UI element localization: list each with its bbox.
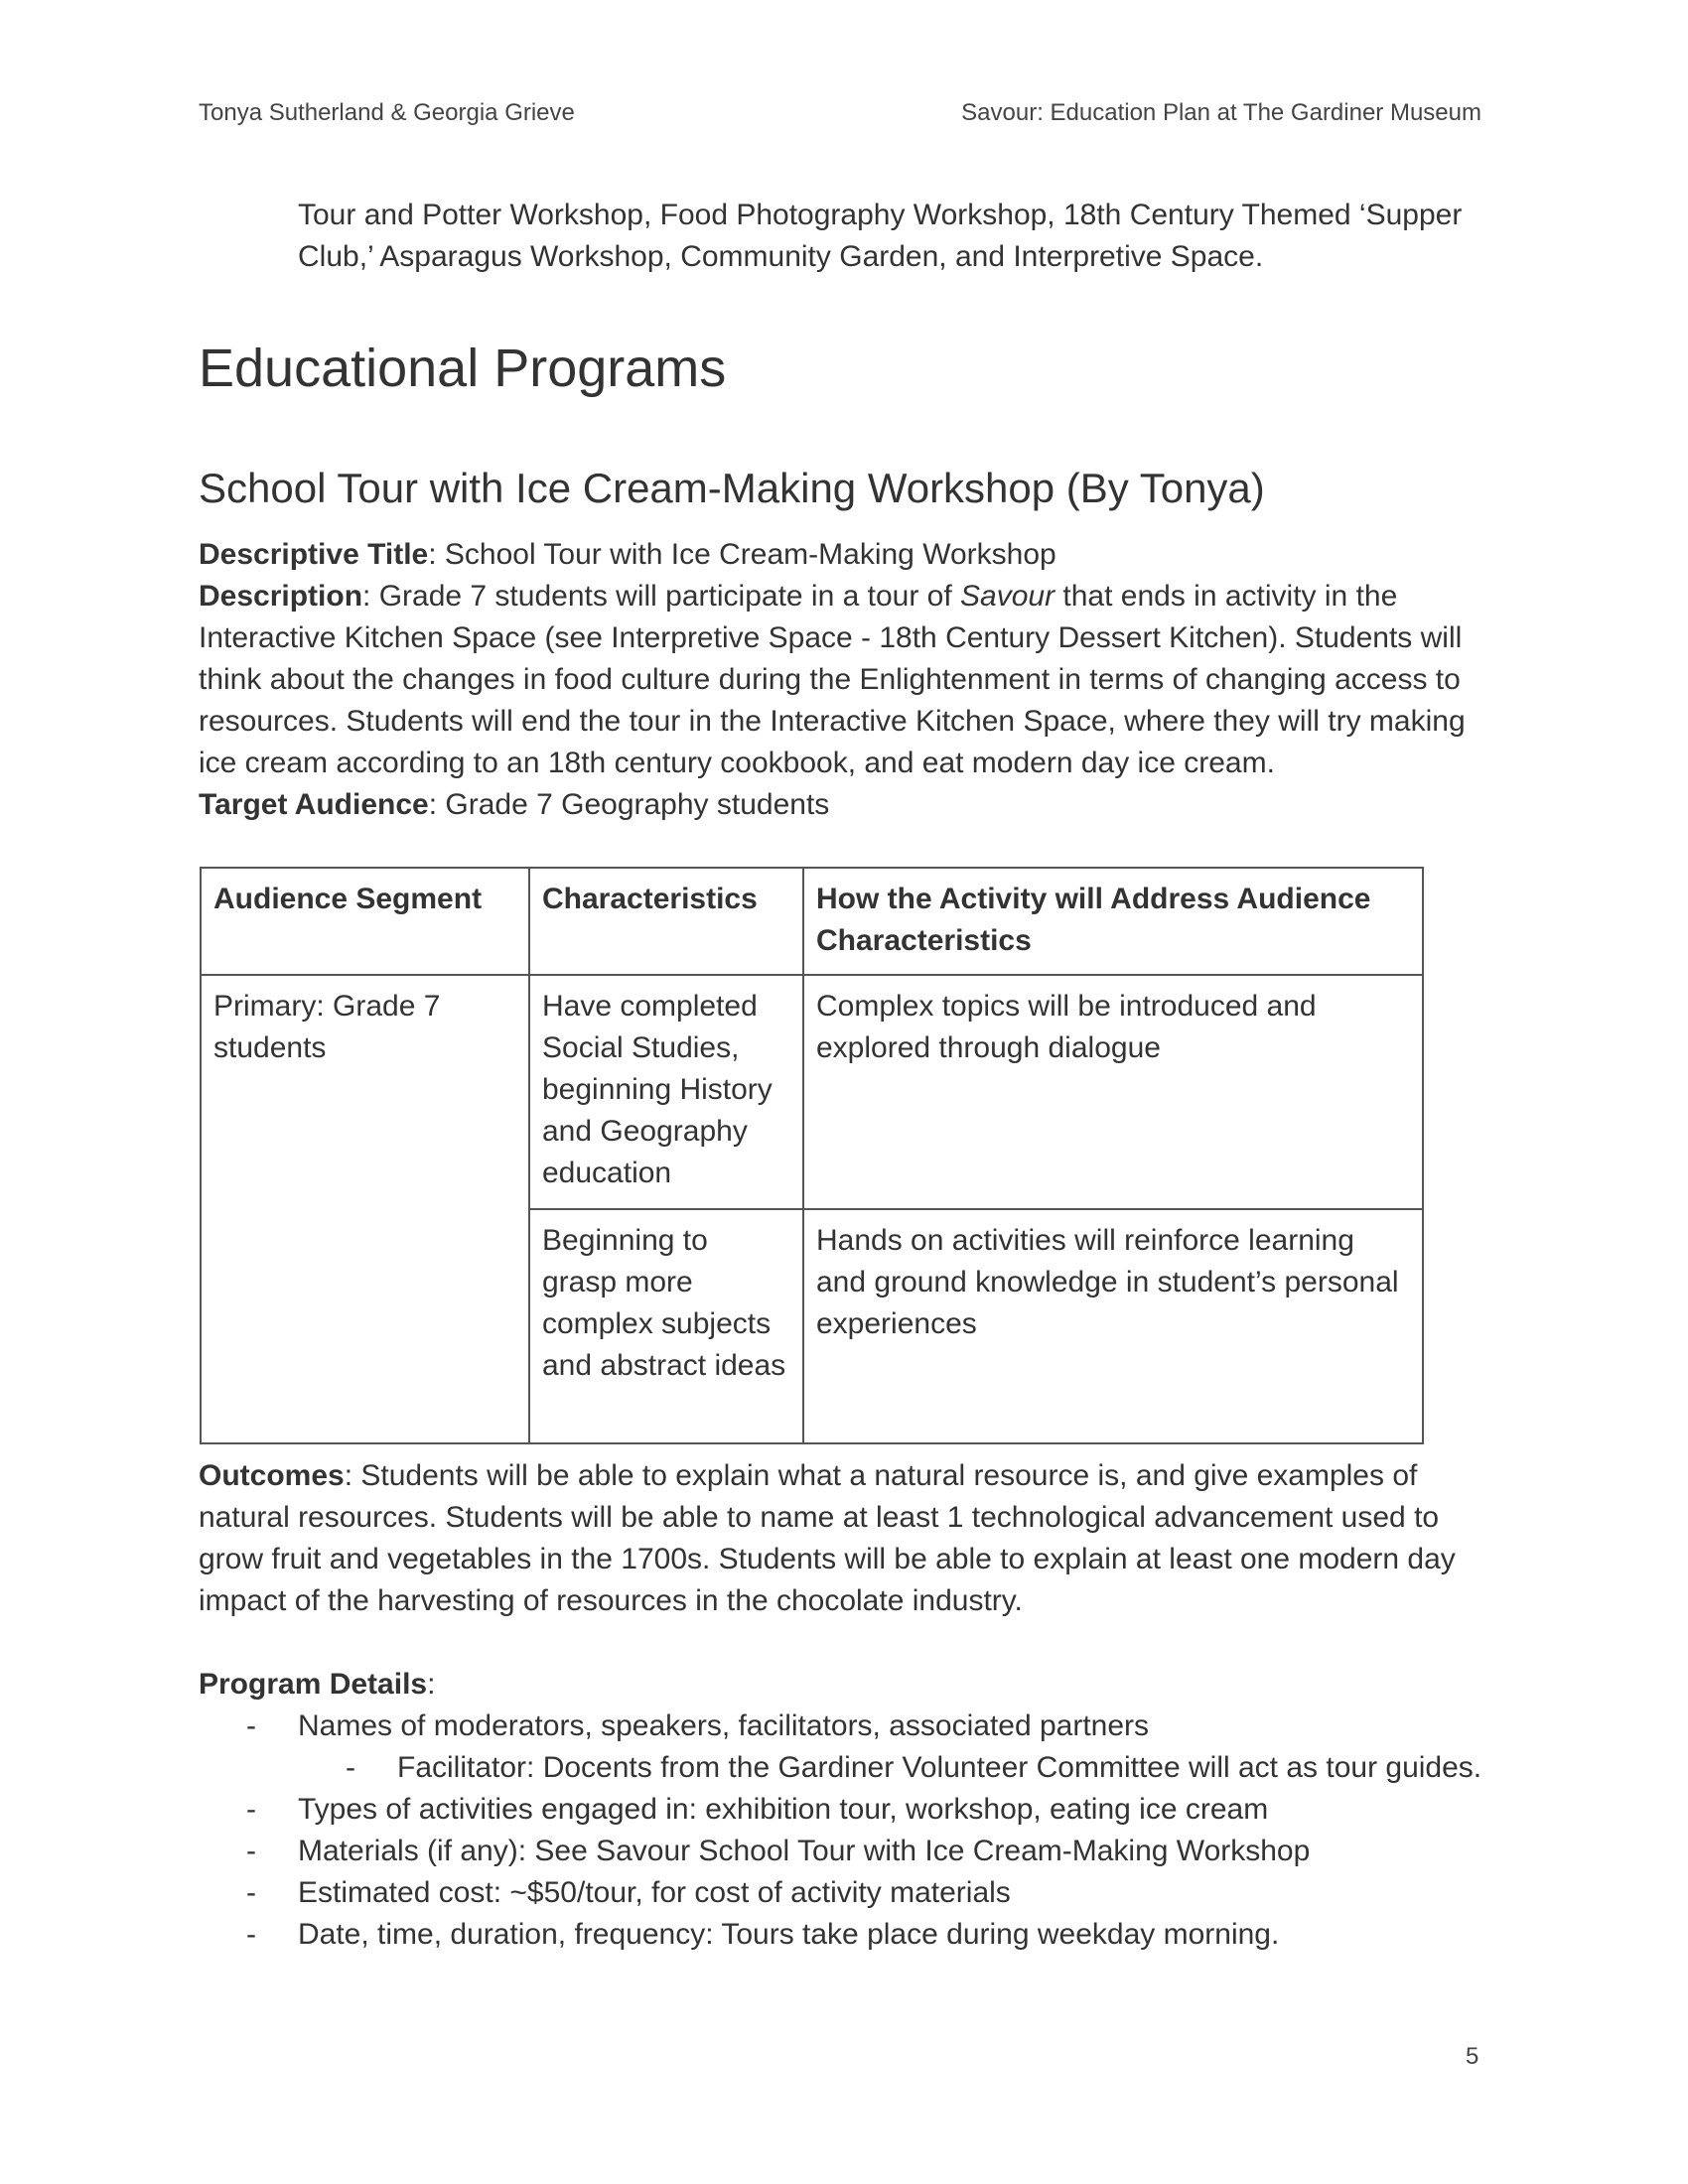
- bullet-dash: -: [246, 1835, 256, 1867]
- outcomes-section: [199, 1455, 1499, 1622]
- address-cell: Hands on activities will reinforce learning and ground knowledge in student’s personal experiences: [803, 1209, 1423, 1443]
- bullet-dash: -: [246, 1918, 256, 1951]
- page-number: 5: [1466, 2043, 1479, 2070]
- header-how-activity-addresses: How the Activity will Address Audience Characteristics: [803, 868, 1423, 975]
- descriptive-title-label: Descriptive Title: [199, 538, 429, 571]
- list-item-text: Types of activities engaged in: exhibition tour, workshop, eating ice cream: [298, 1793, 1269, 1826]
- list-item: [199, 1914, 1499, 1956]
- descriptive-title-value: : School Tour with Ice Cream-Making Workshop: [428, 538, 1056, 571]
- program-details-label: Program Details: [199, 1668, 428, 1701]
- target-audience-value: : Grade 7 Geography students: [428, 788, 830, 821]
- target-audience-line: [199, 784, 1489, 826]
- outcomes-paragraph: [199, 1455, 1499, 1622]
- characteristic-cell: Beginning to grasp more complex subjects and abstract ideas: [529, 1209, 803, 1443]
- audience-table: [200, 867, 1424, 1444]
- program-details-section: [199, 1664, 1499, 1956]
- program-summary: [199, 534, 1489, 826]
- list-item-text: Date, time, duration, frequency: Tours take place during weekday morning.: [298, 1918, 1280, 1951]
- header-audience-segment: Audience Segment: [201, 868, 529, 975]
- table-row: [201, 975, 1423, 1209]
- continued-line-2: Club,’ Asparagus Workshop, Community Garden, and Interpretive Space.: [298, 240, 1264, 273]
- list-item-text: Estimated cost: ~$50/tour, for cost of activity materials: [298, 1876, 1011, 1909]
- address-cell: Complex topics will be introduced and explored through dialogue: [803, 975, 1423, 1209]
- continued-paragraph: [298, 195, 1489, 278]
- list-item: [199, 1789, 1499, 1831]
- table-header-row: [201, 868, 1423, 975]
- audience-segment-cell: Primary: Grade 7 students: [201, 975, 529, 1443]
- bullet-dash: -: [246, 1876, 256, 1909]
- outcomes-label: Outcomes: [199, 1459, 345, 1492]
- list-item-text: Names of moderators, speakers, facilitators, associated partners: [298, 1709, 1150, 1742]
- list-item: [199, 1747, 1499, 1789]
- bullet-dash: -: [346, 1751, 355, 1784]
- description-label: Description: [199, 580, 363, 613]
- program-heading: School Tour with Ice Cream-Making Workshop (By Tonya): [199, 465, 1265, 511]
- characteristic-cell: Have completed Social Studies, beginning History and Geography education: [529, 975, 803, 1209]
- description-italic-title: Savour: [960, 580, 1055, 613]
- bullet-dash: -: [246, 1793, 256, 1826]
- descriptive-title-line: [199, 534, 1489, 576]
- bullet-dash: -: [246, 1709, 256, 1742]
- program-details-heading: [199, 1664, 1499, 1706]
- header-characteristics: Characteristics: [529, 868, 803, 975]
- program-details-colon: :: [427, 1668, 436, 1701]
- list-item-text: Materials (if any): See Savour School Tour with Ice Cream-Making Workshop: [298, 1835, 1311, 1867]
- list-item: [199, 1706, 1499, 1747]
- continued-line-1: Tour and Potter Workshop, Food Photography Workshop, 18th Century Themed ‘Supper: [298, 199, 1463, 231]
- list-item: [199, 1831, 1499, 1872]
- header-document-title: Savour: Education Plan at The Gardiner Museum: [961, 99, 1481, 126]
- header-authors: Tonya Sutherland & Georgia Grieve: [199, 99, 575, 126]
- section-heading: Educational Programs: [199, 339, 727, 398]
- description-text-before: : Grade 7 students will participate in a tour of: [362, 580, 961, 613]
- list-item: [199, 1872, 1499, 1914]
- description-paragraph: [199, 576, 1489, 784]
- list-item-text: Facilitator: Docents from the Gardiner Volunteer Committee will act as tour guides.: [397, 1751, 1482, 1784]
- target-audience-label: Target Audience: [199, 788, 429, 821]
- description-text-after: that ends in activity in the Interactive Kitchen Space (see Interpretive Space - 18th Century Dessert Kitchen). Students will think about the changes in food culture during the Enlightenment in terms of changing access to resources. Students will end the tour in the Interactive Kitchen Space, where they will try making ice cream according to an 18th century cookbook, and eat modern day ice cream.: [199, 580, 1466, 779]
- outcomes-text: : Students will be able to explain what a natural resource is, and give examples of natural resources. Students will be able to name at least 1 technological advancement used to grow fruit and vegetables in the 1700s. Students will be able to explain at least one modern day impact of the harvesting of resources in the chocolate industry.: [199, 1459, 1456, 1617]
